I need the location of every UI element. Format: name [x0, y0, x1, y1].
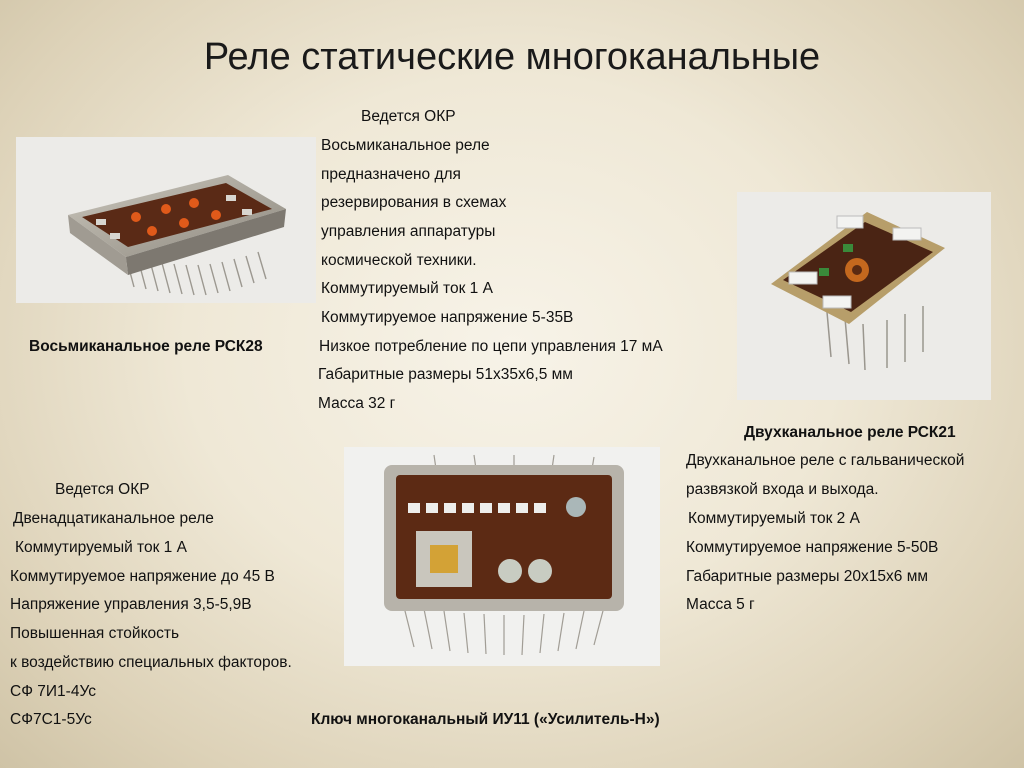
iu11-line-5: Напряжение управления 3,5-5,9В: [10, 596, 252, 613]
rsk21-line-2: развязкой входа и выхода.: [686, 481, 879, 498]
relay-rsk21-photo: [737, 192, 991, 400]
iu11-line-7: к воздействию специальных факторов.: [10, 654, 292, 671]
rsk28-line-2: Восьмиканальное реле: [321, 137, 490, 154]
iu11-line-1: Ведется ОКР: [55, 481, 150, 498]
rsk28-line-5: управления аппаратуры: [321, 223, 496, 240]
rsk28-line-10: Габаритные размеры 51х35х6,5 мм: [318, 366, 573, 383]
rsk28-line-4: резервирования в схемах: [321, 194, 507, 211]
rsk28-line-11: Масса 32 г: [318, 395, 396, 412]
iu11-line-4: Коммутируемое напряжение до 45 В: [10, 568, 275, 585]
rsk28-line-6: космической техники.: [321, 252, 477, 269]
rsk21-line-3: Коммутируемый ток 2 А: [688, 510, 860, 527]
iu11-line-9: СФ7С1-5Ус: [10, 711, 92, 728]
rsk21-line-1: Двухканальное реле с гальванической: [686, 452, 965, 469]
page-title: Реле статические многоканальные: [203, 36, 821, 78]
rsk28-line-7: Коммутируемый ток 1 А: [321, 280, 493, 297]
relay-rsk28-photo: [16, 137, 316, 303]
iu11-line-2: Двенадцатиканальное реле: [13, 510, 214, 527]
rsk21-line-4: Коммутируемое напряжение 5-50В: [686, 539, 939, 556]
iu11-line-6: Повышенная стойкость: [10, 625, 180, 642]
iu11-line-3: Коммутируемый ток 1 А: [15, 539, 187, 556]
iu11-line-8: СФ 7И1-4Ус: [10, 683, 97, 700]
rsk21-line-5: Габаритные размеры 20х15х6 мм: [686, 568, 929, 585]
rsk28-line-1: Ведется ОКР: [361, 108, 456, 125]
rsk21-caption: Двухканальное реле РСК21: [744, 424, 956, 441]
rsk28-line-3: предназначено для: [321, 166, 461, 183]
rsk28-line-9: Низкое потребление по цепи управления 17 мА: [319, 338, 663, 355]
key-iu11-photo: [344, 447, 660, 666]
rsk28-caption: Восьмиканальное реле РСК28: [29, 338, 263, 355]
rsk21-line-6: Масса 5 г: [686, 596, 755, 613]
iu11-caption: Ключ многоканальный ИУ11 («Усилитель-Н»): [311, 711, 660, 728]
rsk28-line-8: Коммутируемое напряжение 5-35В: [321, 309, 574, 326]
